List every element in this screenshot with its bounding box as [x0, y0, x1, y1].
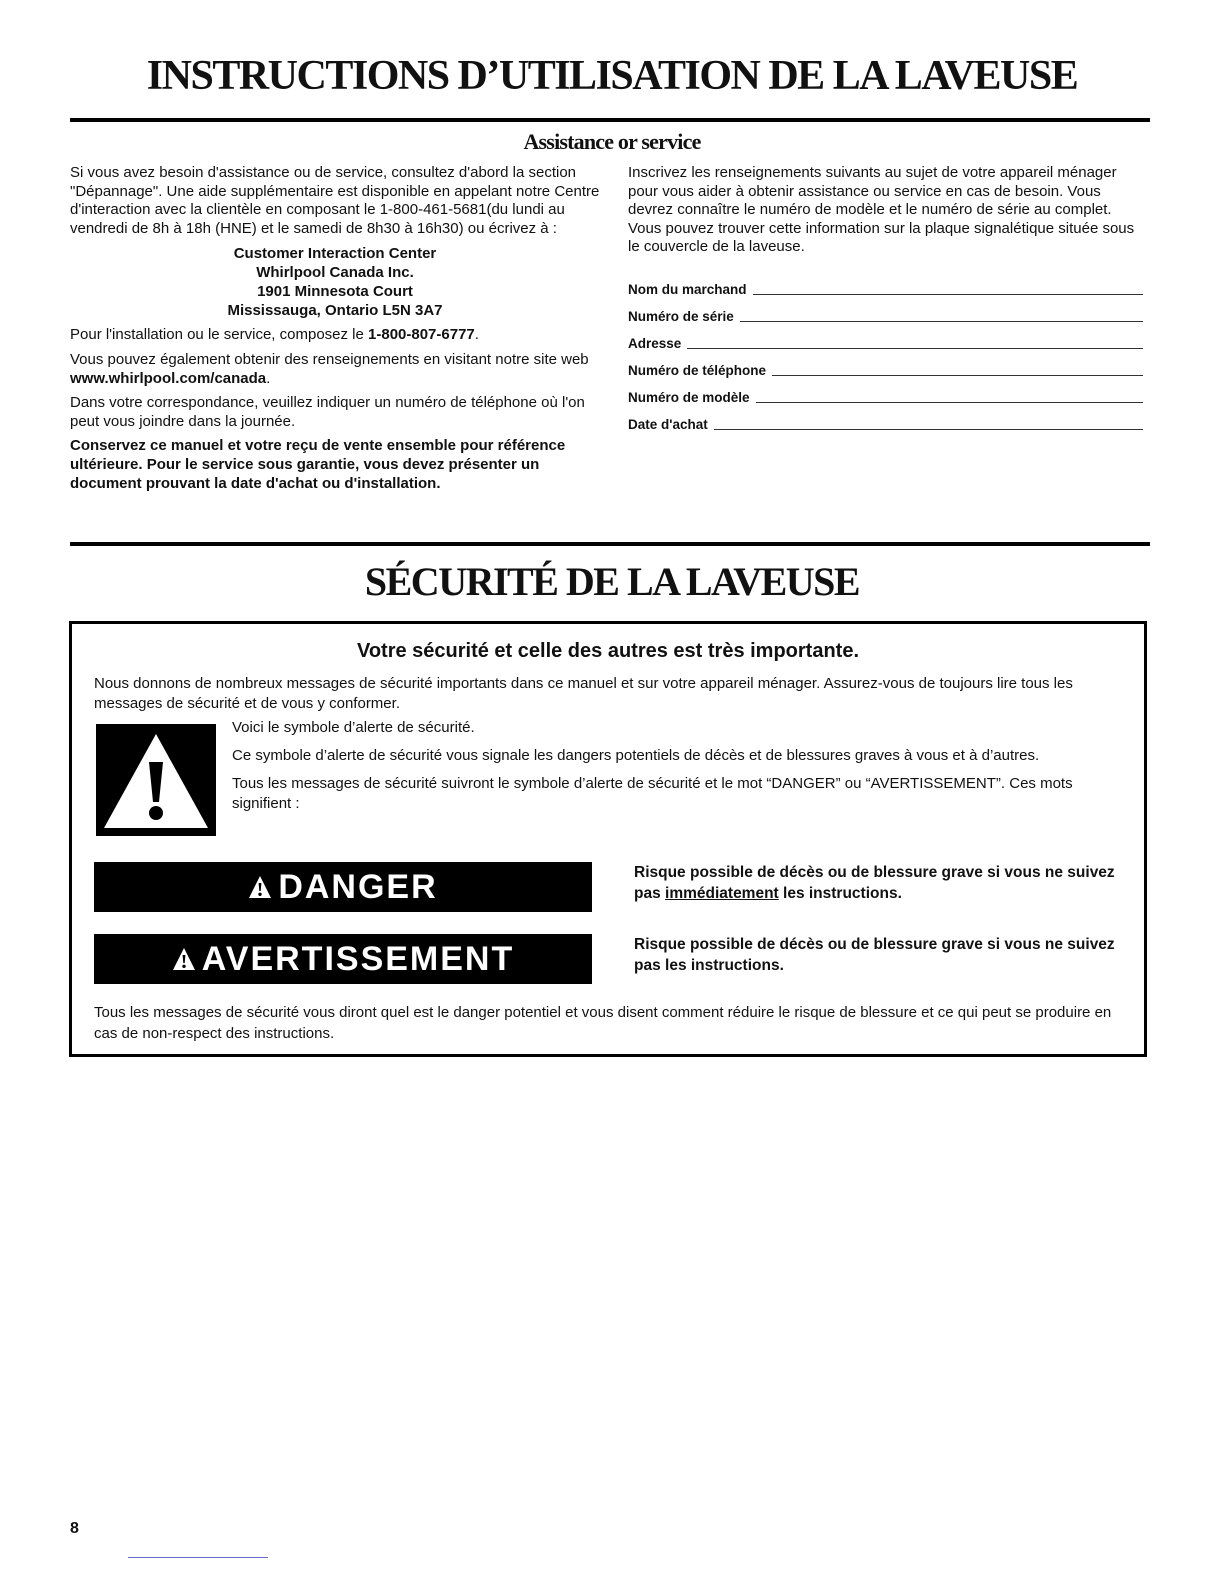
record-info-paragraph: Inscrivez les renseignements suivants au sujet de votre appareil ménager pour vous aider à obtenir assistance ou service en cas de besoin. Vous devrez connaître le numéro de modèle et le numéro de série au complet. Vous pouvez trouver cette information sur la plaque signalétique située sous le couvercle de la laveuse.	[628, 164, 1135, 256]
form-field-purchase-date[interactable]	[628, 408, 1143, 435]
page-title: INSTRUCTIONS D’UTILISATION DE LA LAVEUSE	[146, 53, 1078, 99]
safety-intro: Nous donnons de nombreux messages de sécurité importants dans ce manuel et sur votre appareil ménager. Assurez-vous de toujours lire tous les messages de sécurité et de vous y conformer.	[94, 675, 1073, 712]
punctuation: .	[266, 369, 271, 387]
field-label: Date d'achat	[628, 417, 708, 433]
blank-line	[740, 321, 1143, 322]
correspondence-paragraph: Dans votre correspondance, veuillez indiquer un numéro de téléphone où l'on peut vous joindre dans la journée.	[70, 394, 585, 430]
record-form	[628, 273, 1143, 435]
section-rule	[70, 542, 1150, 546]
danger-label: DANGER	[278, 867, 438, 906]
website-link[interactable]: www.whirlpool.com/canada	[70, 369, 267, 387]
form-field-address[interactable]	[628, 327, 1143, 354]
warning-label: AVERTISSEMENT	[201, 939, 515, 978]
form-field-phone[interactable]	[628, 354, 1143, 381]
website-text: Vous pouvez également obtenir des renseignements en visitant notre site web	[70, 350, 589, 368]
field-label: Nom du marchand	[628, 282, 747, 298]
service-phone-paragraph	[70, 326, 600, 345]
form-field-model[interactable]	[628, 381, 1143, 408]
safety-box	[69, 621, 1147, 1057]
page-number: 8	[70, 1520, 79, 1537]
blank-line	[687, 348, 1143, 349]
field-label: Numéro de série	[628, 309, 734, 325]
symbol-line: Ce symbole d’alerte de sécurité vous signale les dangers potentiels de décès et de blessures graves à vous et à d’autres.	[232, 747, 1040, 764]
warning-banner	[94, 934, 592, 984]
service-phone-text: Pour l'installation ou le service, composez le	[70, 326, 369, 344]
safety-footer: Tous les messages de sécurité vous diront quel est le danger potentiel et vous disent comment réduire le risque de blessure et ce qui peut se produire en cas de non-respect des instructions.	[94, 1004, 1112, 1042]
blank-line	[714, 429, 1143, 430]
danger-description	[634, 862, 1134, 904]
mailing-address	[70, 244, 600, 320]
danger-text: les instructions.	[778, 885, 902, 902]
website-paragraph	[70, 351, 600, 388]
keep-manual-notice: Conservez ce manuel et votre reçu de vente ensemble pour référence ultérieure. Pour le service sous garantie, vous devez présenter un document prouvant la date d'achat ou d'installation.	[70, 437, 566, 492]
warning-triangle-icon	[96, 724, 216, 836]
symbol-line: Voici le symbole d’alerte de sécurité.	[232, 719, 475, 736]
safety-heading: Votre sécurité et celle des autres est très importante.	[356, 640, 860, 662]
symbol-line: Tous les messages de sécurité suivront le symbole d’alerte de sécurité et le mot “DANGER” ou “AVERTISSEMENT”. Ces mots signifient :	[232, 775, 1073, 812]
blank-line	[753, 294, 1143, 295]
address-line: Whirlpool Canada Inc.	[256, 264, 414, 282]
blank-line	[756, 402, 1143, 403]
address-line: Customer Interaction Center	[233, 245, 437, 263]
form-field-dealer[interactable]	[628, 273, 1143, 300]
warning-triangle-icon	[172, 947, 196, 971]
safety-title: SÉCURITÉ DE LA LAVEUSE	[364, 559, 860, 604]
bottom-link-underline	[128, 1557, 268, 1558]
field-label: Numéro de modèle	[628, 390, 750, 406]
symbol-explanation	[232, 718, 1112, 822]
danger-text: Risque possible de décès ou de blessure grave si vous ne suivez pas	[634, 864, 1115, 902]
address-line: 1901 Minnesota Court	[257, 283, 413, 301]
danger-emphasis: immédiatement	[665, 885, 779, 902]
assistance-paragraph: Si vous avez besoin d'assistance ou de service, consultez d'abord la section "Dépannage". Une aide supplémentaire est disponible en appelant notre Centre d'interaction avec la clientèle en composant le 1-800-461-5681(du lundi au vendredi de 8h à 18h (HNE) et le samedi de 8h30 à 16h30) ou écrivez à :	[70, 164, 600, 237]
warning-triangle-icon	[248, 875, 272, 899]
address-line: Mississauga, Ontario L5N 3A7	[227, 302, 443, 320]
safety-alert-symbol	[96, 724, 216, 836]
title-rule	[70, 118, 1150, 122]
field-label: Adresse	[628, 336, 682, 352]
assistance-right-column	[628, 164, 1143, 435]
assistance-left-column	[70, 164, 600, 499]
assistance-title: Assistance or service	[523, 129, 701, 154]
field-label: Numéro de téléphone	[628, 363, 767, 379]
punctuation: .	[474, 326, 479, 344]
service-phone-number: 1-800-807-6777	[368, 326, 475, 344]
blank-line	[772, 375, 1143, 376]
warning-description: Risque possible de décès ou de blessure grave si vous ne suivez pas les instructions.	[634, 936, 1115, 974]
form-field-serial[interactable]	[628, 300, 1143, 327]
danger-banner	[94, 862, 592, 912]
